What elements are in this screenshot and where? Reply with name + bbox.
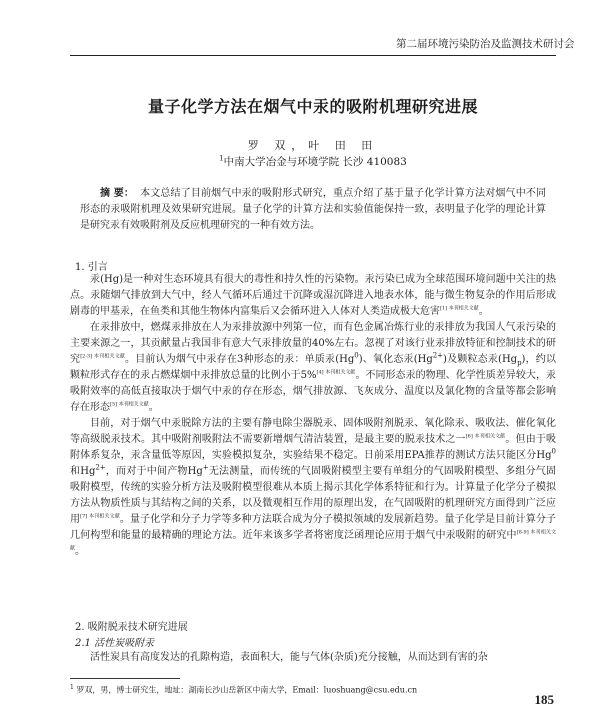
section-1-heading: 1. 引言 xyxy=(75,262,108,273)
citation: [4] 本刊相关文献 xyxy=(316,369,356,376)
abstract xyxy=(80,186,546,234)
paragraph-1: 汞(Hg)是一种对生态环境具有很大的毒性和持久性的污染物。汞污染已成为全球范围环境问题中关注的热点。汞随烟气排放到大气中，经人气循环后通过干沉降或湿沉降进入地表水体，能与微生物复杂的作用后形成剧毒的甲基汞，在鱼类和其他生物体内富集后又会循环进入人体对人类造成极大危害$^{[1] 本刊相关文献}$。 xyxy=(70,274,556,317)
affiliation-text: 中南大学冶金与环境学院 长沙 410083 xyxy=(223,156,407,168)
running-header: 第二届环境污染防治及监测技术研讨会 xyxy=(396,38,575,50)
citation: [6] 本刊相关文献 xyxy=(465,433,506,440)
section-2-1-heading: 2.1 活性炭吸附汞 xyxy=(75,638,155,649)
paragraph-3 xyxy=(70,416,556,560)
paragraph-3-text-g: 。 xyxy=(75,546,86,557)
paragraph-2-text-d: )及颗粒态汞(Hg xyxy=(443,354,518,365)
citation: [2-3] 本刊相关文献 xyxy=(80,353,126,360)
citation: [8-9] 本刊相关文献 xyxy=(70,529,557,552)
paragraph-2-text-a: 在汞排放中，燃煤汞排放在人为汞排放源中列第一位，而有色金属冶炼行业的汞排放为我国人气汞污染的主要来源之一，其贡献量占我国非有意大气汞排放量的40%左右。忽视了对该行业汞排放特征和控制技术的研究 xyxy=(70,322,556,365)
footnote-mark: 1 xyxy=(70,684,74,691)
superscript: + xyxy=(202,463,209,472)
superscript: 2+ xyxy=(95,463,106,472)
paragraph-2-text-e: )，约以颗粒形式存在的汞占燃煤烟中汞排放总量的比例小于5% xyxy=(70,354,556,381)
citation: [1] 本刊相关文献 xyxy=(440,305,479,312)
paragraph-3-text-a: 目前，对于烟气中汞脱除方法的主要有静电除尘器脱汞、固体吸附剂脱汞、氧化除汞、吸收法、催化氧化等高级脱汞技术。其中吸附剂吸附法不需要新增烟气清洁装置，是最主要的脱汞技术之一 xyxy=(70,418,556,445)
footnote xyxy=(70,682,556,697)
paragraph-3-text-f: 。量子化学和分子力学等多种方法联合成为分子模拟领域的发展新趋势。量子化学是目前计算分子几何构型和能量的最精确的理论方法。近年来该多学者将密度泛函理论应用于烟气中汞吸附的研究中 xyxy=(70,514,557,541)
paragraph-2-text-f: 。不同形态汞的物理、化学性质差异较大，汞吸附效率的高低直接取决于烟气中汞的存在形态，烟气排放源、飞灰成分、温度以及氯化物的含量等都会影响存在形态 xyxy=(70,370,556,413)
affiliation-mark: 1 xyxy=(219,154,224,163)
superscript: 0 xyxy=(551,447,556,456)
paragraph-2-text-b: 目前认为烟气中汞存在3种形态的汞：单质汞(Hg xyxy=(135,354,355,365)
abstract-text: 本文总结了目前烟气中汞的吸附形式研究，重点介绍了基于量子化学计算方法对烟气中不同形态的汞吸附机理及效果研究进展。量子化学的计算方法和实验值能保持一致，表明量子化学的理论计算是研究汞有效吸附剂及反应机理研究的一种有效方法。 xyxy=(80,188,547,231)
section-2-1-body xyxy=(70,650,556,666)
citation: [7] 本刊相关文献 xyxy=(80,513,120,520)
header-rule xyxy=(70,55,556,56)
citation: [5] 本刊相关文献 xyxy=(110,401,149,408)
abstract-label: 摘 要： xyxy=(100,188,135,199)
paragraph-1-text: 汞(Hg)是一种对生态环境具有很大的毒性和持久性的污染物。汞污染已成为全球范围环境问题中关注的热点。汞随烟气排放到大气中，经人气循环后通过干沉降或湿沉降进入地表水体，能与微生物复杂的作用后形成剧毒的甲基汞，在鱼类和其他生物体内富集后又会循环进入人体对人类造成极大危害 xyxy=(70,274,556,317)
paragraph-3-text-d: ，而对于中间产物Hg xyxy=(105,466,203,477)
superscript: 0 xyxy=(354,351,359,360)
paragraph-2: 在汞排放中，燃煤汞排放在人为汞排放源中列第一位，而有色金属冶炼行业的汞排放为我国人气汞污染的主要来源之一，其贡献量占我国非有意大气汞排放量的40%左右。忽视了对该行业汞排放特征和控制技术的研究$^{[2-3] 本刊相关文献}$。目前认为烟气中汞存在3种形态的汞：单质汞(Hg$^0$)、氧化态汞$(Hg^{2+})$及颗粒态汞$(Hg_p)$，约以颗粒形式存在的汞占燃煤烟中汞排放总量的比例小于5%$^{[4] 本刊相关文献}$。不同形态汞的物理、化学性质差异较大，汞吸附效率的高低直接取决于烟气中汞的存在形态，烟气排放源、飞灰成分、温度以及氯化物的含量等都会影响存在形态$^{[5] 本刊相关文献}$。 xyxy=(70,322,556,413)
paragraph-3-text-b: 。但由于吸附体系复杂，汞含量低等原因，实验模拟复杂，实验结果不稳定。日前采用EPA推荐的测试方法只能区分Hg xyxy=(70,434,556,461)
paragraph-2-text-c: )、氧化态汞(Hg xyxy=(358,354,433,365)
paper-authors: 罗 双，叶 田 田 xyxy=(247,139,379,152)
paragraph-3-text-c: 和Hg xyxy=(70,466,96,477)
section-2-heading: 2. 吸附脱汞技术研究进展 xyxy=(75,622,188,633)
footnote-rule xyxy=(70,678,180,679)
paragraph-3-text-e: 无法测量，而传统的气固吸附模型主要有单组分的气固吸附模型、多组分气固吸附模型，传统的实验分析方法及吸附模型很难从本质上揭示其化学体系特征和行为。计算量子化学分子模拟方法从物质性质与其结构之间的关系，以及微观相互作用的原理出发，在气固吸附的机理研究方面得到广泛应用 xyxy=(70,466,557,525)
superscript: 2+ xyxy=(432,351,444,360)
page-number: 185 xyxy=(534,692,554,707)
paper-affiliation xyxy=(70,154,556,169)
section-1-body xyxy=(70,272,556,560)
paper-title: 量子化学方法在烟气中汞的吸附机理研究进展 xyxy=(147,97,478,116)
paragraph-4: 活性炭具有高度发达的孔隙构造，表面积大，能与气体(杂质)充分接触，从而达到有害的杂 xyxy=(90,652,488,663)
subscript: p xyxy=(517,359,522,367)
footnote-text: 罗双，男，博士研究生，地址：湖南长沙山岳新区中南大学，Email：luoshuang@csu.edu.cn xyxy=(76,685,418,695)
